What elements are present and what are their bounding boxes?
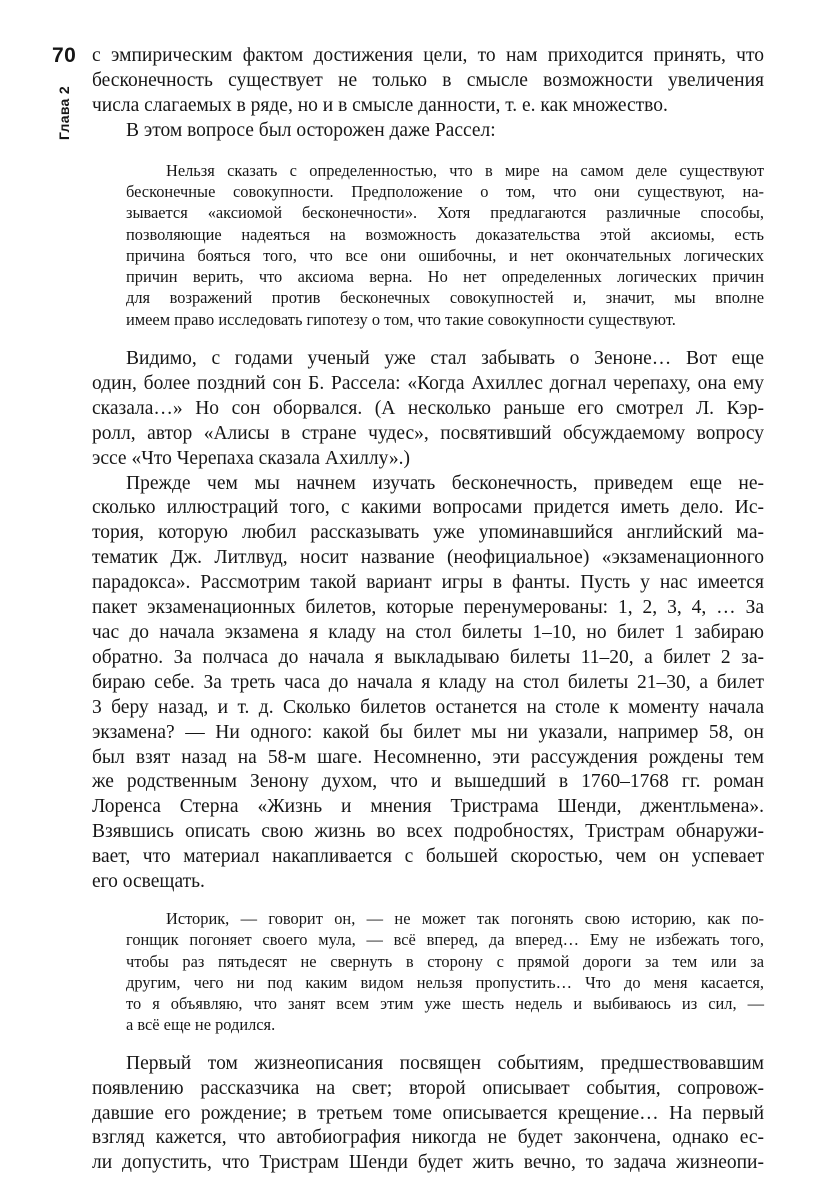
sterne-quote (92, 908, 764, 1036)
text-line: то я объявляю, что занят всем этим уже шесть недель и выбиваюсь из сил, — (126, 994, 764, 1014)
text-line: Нельзя сказать с определенностью, что в мире на самом деле существуют (166, 160, 764, 180)
text-line: ролл, автор «Алисы в стране чудес», посвятивший обсуждаемому вопросу (92, 422, 764, 444)
text-line: причин верить, что аксиома верна. Но нет определенных логических причин (126, 267, 764, 287)
text-line: час до начала экзамена я кладу на стол билеты 1–10, но билет 1 забираю (92, 621, 764, 643)
text-line: тория, которую любил рассказывать уже упоминавшийся английский ма- (92, 522, 764, 544)
text-line: тематик Дж. Литлвуд, носит название (неофициальное) «экзаменационного (92, 547, 764, 569)
text-line: зывается «аксиомой бесконечности». Хотя предлагаются различные способы, (126, 203, 764, 223)
text-line: сказала…» Но сон оборвался. (А несколько раньше его смотрел Л. Кэр- (92, 397, 764, 419)
text-line: с эмпирическим фактом достижения цели, то нам приходится принять, что (92, 45, 764, 66)
text-line: появлению рассказчика на свет; второй описывает события, сопровож- (92, 1077, 764, 1099)
russell-quote (92, 160, 764, 330)
text-line: его освещать. (92, 871, 205, 893)
paragraph-3 (92, 347, 764, 472)
text-line: Видимо, с годами ученый уже стал забывать о Зеноне… Вот еще (126, 348, 764, 369)
text-line: давшие его рождение; в третьем томе описывается крещение… На первый (92, 1102, 764, 1124)
text-line: пакет экзаменационных билетов, которые перенумерованы: 1, 2, 3, 4, … За (92, 597, 764, 619)
text-line: Лоренса Стерна «Жизнь и мнения Тристрама Шенди, джентльмена». (92, 796, 764, 818)
page-number: 70 (52, 44, 77, 67)
page-body (92, 44, 764, 1176)
text-line: имеем право исследовать гипотезу о том, что такие совокупности существуют. (126, 309, 676, 329)
text-line: для возражений против бесконечных совокупностей и, значит, мы вполне (126, 288, 764, 308)
chapter-label: Глава 2 (56, 86, 72, 140)
text-line: обратно. За полчаса до начала я выкладываю билеты 11–20, а билет 2 за- (92, 646, 764, 668)
text-line: чтобы раз пятьдесят не свернуть в сторону с прямой дороги за тем или за (126, 951, 764, 971)
text-line: гонщик погоняет своего мула, — всё вперед, да вперед… Ему не избежать того, (126, 930, 764, 950)
text-line: Прежде чем мы начнем изучать бесконечность, приведем еще не- (126, 472, 764, 494)
text-line: бесконечность существует не только в смысле возможности увеличения (92, 69, 764, 91)
paragraph-2 (92, 119, 764, 144)
text-line: один, более поздний сон Б. Рассела: «Когда Ахиллес догнал черепаху, она ему (92, 372, 764, 394)
text-line: парадокса». Рассмотрим такой вариант игры в фанты. Пусть у нас имеется (92, 572, 764, 594)
paragraph-5 (92, 1052, 764, 1177)
text-line: позволяющие надеяться на возможность доказательства этой аксиомы, есть (126, 224, 764, 244)
text-line: В этом вопросе был осторожен даже Рассел: (126, 119, 496, 141)
text-line: а всё еще не родился. (126, 1015, 276, 1035)
text-line: Историк, — говорит он, — не может так погонять свою историю, как по- (166, 908, 764, 928)
paragraph-4 (92, 472, 764, 895)
paragraph-1 (92, 44, 764, 119)
text-line: бесконечные совокупности. Предположение о том, что они существуют, на- (126, 181, 764, 201)
text-line: 3 беру назад, и т. д. Сколько билетов останется на столе к моменту начала (92, 696, 764, 718)
text-line: числа слагаемых в ряде, но и в смысле данности, т. е. как множество. (92, 94, 668, 116)
text-line: причина бояться того, что все они ошибочны, и нет окончательных логических (126, 245, 764, 265)
text-line: же родственным Зенону духом, что и вышедший в 1760–1768 гг. роман (92, 771, 764, 793)
text-line: эссе «Что Черепаха сказала Ахиллу».) (92, 447, 410, 469)
text-line: был взят назад на 58-м шаге. Несомненно, эти рассуждения рождены тем (92, 746, 764, 768)
text-line: экзамена? — Ни одного: какой бы билет мы ни указали, например 58, он (92, 721, 764, 743)
text-line: Первый том жизнеописания посвящен событиям, предшествовавшим (126, 1052, 764, 1074)
text-line: бираю себе. За треть часа до начала я кладу на стол билеты 21–30, а билет (92, 671, 764, 693)
text-line: Взявшись описать свою жизнь во всех подробностях, Тристрам обнаружи- (92, 821, 764, 843)
text-line: сколько иллюстраций того, с какими вопросами придется иметь дело. Ис- (92, 497, 764, 519)
text-line: взгляд кажется, что автобиография никогда не будет закончена, однако ес- (92, 1127, 764, 1149)
text-line: ли допустить, что Тристрам Шенди будет жить вечно, то задача жизнеопи- (92, 1152, 764, 1174)
text-line: вает, что материал накапливается с большей скоростью, чем он успевает (92, 846, 764, 868)
text-line: другим, чего ни под каким видом нельзя пропустить… Что до меня касается, (126, 972, 764, 992)
